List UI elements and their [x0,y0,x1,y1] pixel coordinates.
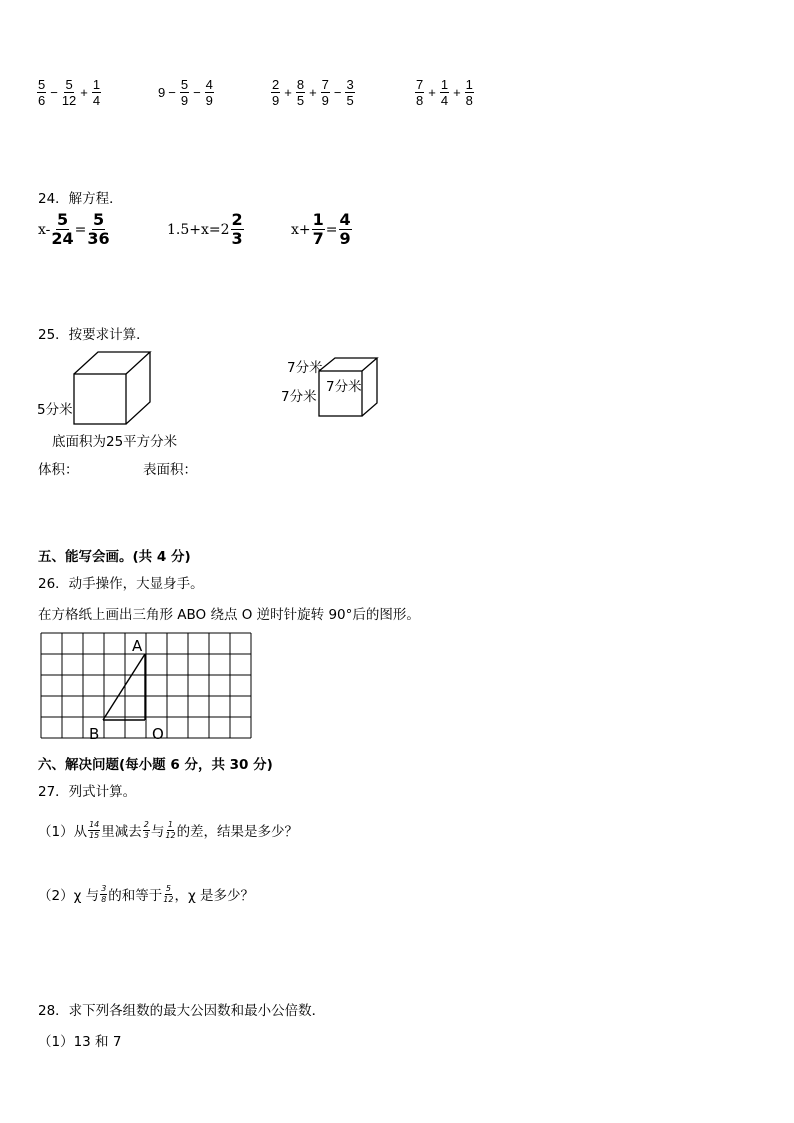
p1-fraction-3 [165,821,175,840]
p2-fraction-1 [100,885,107,904]
cube-top-label: 7分米 [287,360,323,376]
numerator: 7 [416,77,424,92]
fraction [465,78,474,107]
cube-side-face [362,358,377,416]
cuboid-height-label: 5分米 [37,402,73,418]
q24-equation-2 [167,212,245,247]
p1-f1-num: 14 [89,819,100,829]
eq1-fraction-2 [87,212,109,247]
q27-title: 27．列式计算。 [38,784,137,800]
eq1-f1-num: 5 [56,210,69,229]
q24-title: 24．解方程． [38,191,123,207]
fraction [271,78,280,107]
p2-fraction-2 [163,885,173,904]
p2-f2-den: 12 [163,894,174,904]
fraction [345,78,354,107]
denominator: 8 [416,93,424,108]
cube-front-label: 7分米 [326,379,362,395]
numerator: 7 [321,77,329,92]
denominator: 9 [272,93,280,108]
point-o-label: O [152,725,164,743]
p2-suffix: ，χ 是多少？ [174,888,255,904]
denominator: 9 [180,93,189,108]
p1-f3-den: 12 [165,830,176,840]
cube-top-face [319,358,377,371]
fraction [37,78,46,107]
operator: − [193,85,201,100]
eq1-f1-den: 24 [51,229,74,248]
denominator: 9 [205,93,213,108]
denominator: 5 [346,93,354,108]
operator: − [168,85,176,100]
p1-fraction-1 [88,821,100,840]
operator: + [428,85,436,100]
fraction [92,78,101,107]
numerator: 8 [296,77,305,92]
grid-paper [40,632,256,744]
numerator: 3 [346,77,354,92]
p2-f1-den: 8 [101,894,107,904]
eq1-f2-num: 5 [92,210,105,229]
q26-title: 26．动手操作，大显身手。 [38,576,204,592]
operator: + [284,85,292,100]
fraction [440,78,449,107]
p1-prefix: （1）从 [38,824,88,840]
eq3-f1-den: 7 [312,229,324,248]
denominator: 12 [61,93,77,108]
p2-prefix: （2）χ 与 [38,888,100,904]
eq3-equals: = [325,221,338,238]
q25-title: 25．按要求计算． [38,327,150,343]
denominator: 9 [321,93,329,108]
calc-row [36,78,536,118]
p1-f2-num: 2 [143,819,149,829]
denominator: 6 [38,93,46,108]
operator: − [333,85,342,100]
q24-equation-3 [291,212,353,247]
p1-f2-den: 3 [143,830,149,840]
eq3-fraction-1 [312,212,325,247]
triangle-edge-ab [103,654,145,720]
fraction [62,78,76,107]
p1-suffix: 的差，结果是多少？ [176,824,299,840]
eq3-lhs: x+ [291,221,311,238]
cuboid-top-face [74,352,150,374]
p1-fraction-2 [143,821,150,840]
eq2-f-num: 2 [231,210,243,229]
point-b-label: B [89,725,100,743]
fraction [205,78,214,107]
calc-problem-1 [36,78,102,107]
numerator: 1 [440,77,449,92]
operator: + [309,85,317,100]
cuboid-figure [70,350,160,430]
q27-part-1 [38,820,298,840]
numerator: 5 [65,77,73,92]
point-a-label: A [132,637,143,655]
operator: − [50,85,58,100]
numerator: 5 [38,77,46,92]
p2-f1-num: 3 [101,883,107,893]
numerator: 5 [180,77,189,92]
volume-label: 体积： [38,462,79,478]
denominator: 5 [296,93,305,108]
fraction [321,78,330,107]
p1-mid2: 与 [150,824,165,840]
numerator: 1 [92,77,101,92]
eq2-fraction [231,212,244,247]
q28-part-1: （1）13 和 7 [38,1034,122,1050]
eq1-lhs: x- [38,221,51,238]
fraction [180,78,189,107]
q26-instruction: 在方格纸上画出三角形 ABO 绕点 O 逆时针旋转 90°后的图形。 [38,607,420,623]
calc-problem-4 [414,78,475,107]
p1-f3-num: 1 [167,819,174,829]
fraction [296,78,305,107]
eq3-f2-den: 9 [339,229,351,248]
denominator: 8 [465,93,473,108]
q24-equation-1 [38,212,111,247]
p1-f1-den: 15 [89,830,100,840]
eq1-fraction-1 [51,212,73,247]
eq1-equals: = [74,221,87,238]
operator: + [453,85,461,100]
calc-problem-2 [158,78,215,107]
fraction [415,78,424,107]
calc-problem-3 [270,78,356,107]
p2-mid1: 的和等于 [108,888,163,904]
numerator: 1 [465,77,473,92]
denominator: 4 [440,93,449,108]
numerator: 4 [205,77,213,92]
p1-mid1: 里减去 [101,824,142,840]
cuboid-base-label: 底面积为25平方分米 [52,434,178,450]
q28-title: 28．求下列各组数的最大公因数和最小公倍数． [38,1003,326,1019]
cube-side-label: 7分米 [281,389,317,405]
operator: + [80,85,88,100]
numerator: 2 [272,77,280,92]
cuboid-front-face [74,374,126,424]
eq3-f2-num: 4 [339,210,351,229]
p2-f2-num: 5 [165,883,171,893]
eq2-f-den: 3 [231,229,243,248]
eq3-f1-num: 1 [312,210,324,229]
q27-part-2 [38,884,254,904]
surface-area-label: 表面积： [143,462,197,478]
eq2-lhs: 1.5+x=2 [167,221,230,238]
whole-number: 9 [158,85,166,100]
eq1-f2-den: 36 [87,229,110,248]
section-6-title: 六、解决问题(每小题 6 分，共 30 分) [38,757,273,773]
eq3-fraction-2 [339,212,352,247]
section-5-title: 五、能写会画。(共 4 分) [38,549,191,565]
denominator: 4 [92,93,101,108]
